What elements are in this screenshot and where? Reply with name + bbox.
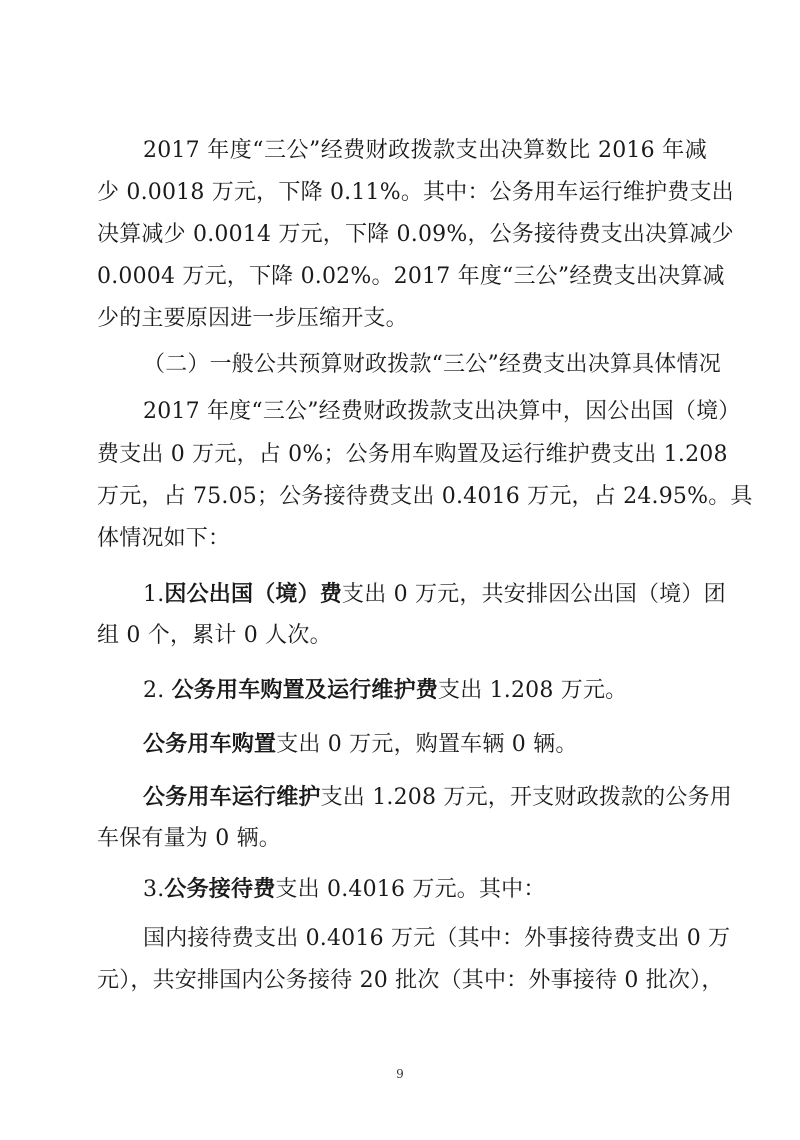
item-text: 支出 1.208 万元，开支财政拨款的公务用: [320, 785, 732, 810]
paragraph-line: 国内接待费支出 0.4016 万元（其中：外事接待费支出 0 万: [143, 926, 731, 951]
section-heading: （二）一般公共预算财政拨款“三公”经费支出决算具体情况: [143, 352, 721, 377]
page-number: 9: [396, 1067, 404, 1081]
item-text: 支出 0 万元，共安排因公出国（境）团: [342, 582, 726, 607]
item-number: 3.: [143, 877, 165, 902]
item-text: 支出 1.208 万元。: [438, 678, 628, 703]
item-term: 公务用车运行维护: [143, 784, 321, 810]
paragraph-line: 少的主要原因进一步压缩开支。: [97, 306, 408, 331]
list-item-1: [143, 579, 726, 610]
item-term: 公务用车购置: [143, 731, 277, 757]
paragraph-line: 元），共安排国内公务接待 20 批次（其中：外事接待 0 批次），: [97, 968, 724, 993]
paragraph-line: 组 0 个，累计 0 人次。: [97, 623, 332, 648]
list-item-2: [143, 675, 707, 706]
item-number: 2.: [143, 678, 172, 703]
item-term: 公务用车购置及运行维护费: [171, 677, 438, 703]
paragraph-line: 2017 年度“三公”经费财政拨款支出决算中，因公出国（境）: [143, 399, 741, 424]
list-item-3: [143, 874, 707, 905]
paragraph-line: 万元，占 75.05；公务接待费支出 0.4016 万元，占 24.95%。具: [97, 484, 753, 509]
item-term: 因公出国（境）费: [164, 581, 342, 607]
paragraph-line: 2017 年度“三公”经费财政拨款支出决算数比 2016 年减: [143, 138, 707, 163]
sub-item-purchase: [143, 729, 707, 760]
paragraph-line: 少 0.0018 万元，下降 0.11%。其中：公务用车运行维护费支出: [97, 180, 734, 205]
paragraph-line: 体情况如下：: [97, 526, 231, 551]
paragraph-line: 决算减少 0.0014 万元，下降 0.09%，公务接待费支出决算减少: [97, 222, 734, 247]
paragraph-line: 费支出 0 万元，占 0%；公务用车购置及运行维护费支出 1.208: [97, 442, 728, 467]
sub-item-maintenance: [143, 782, 732, 813]
item-term: 公务接待费: [164, 876, 276, 902]
item-number: 1.: [143, 582, 165, 607]
paragraph-line: 0.0004 万元，下降 0.02%。2017 年度“三公”经费支出决算减: [97, 264, 725, 289]
paragraph-line: 车保有量为 0 辆。: [97, 826, 281, 851]
item-text: 支出 0.4016 万元。其中：: [275, 877, 546, 902]
item-text: 支出 0 万元，购置车辆 0 辆。: [276, 732, 578, 757]
